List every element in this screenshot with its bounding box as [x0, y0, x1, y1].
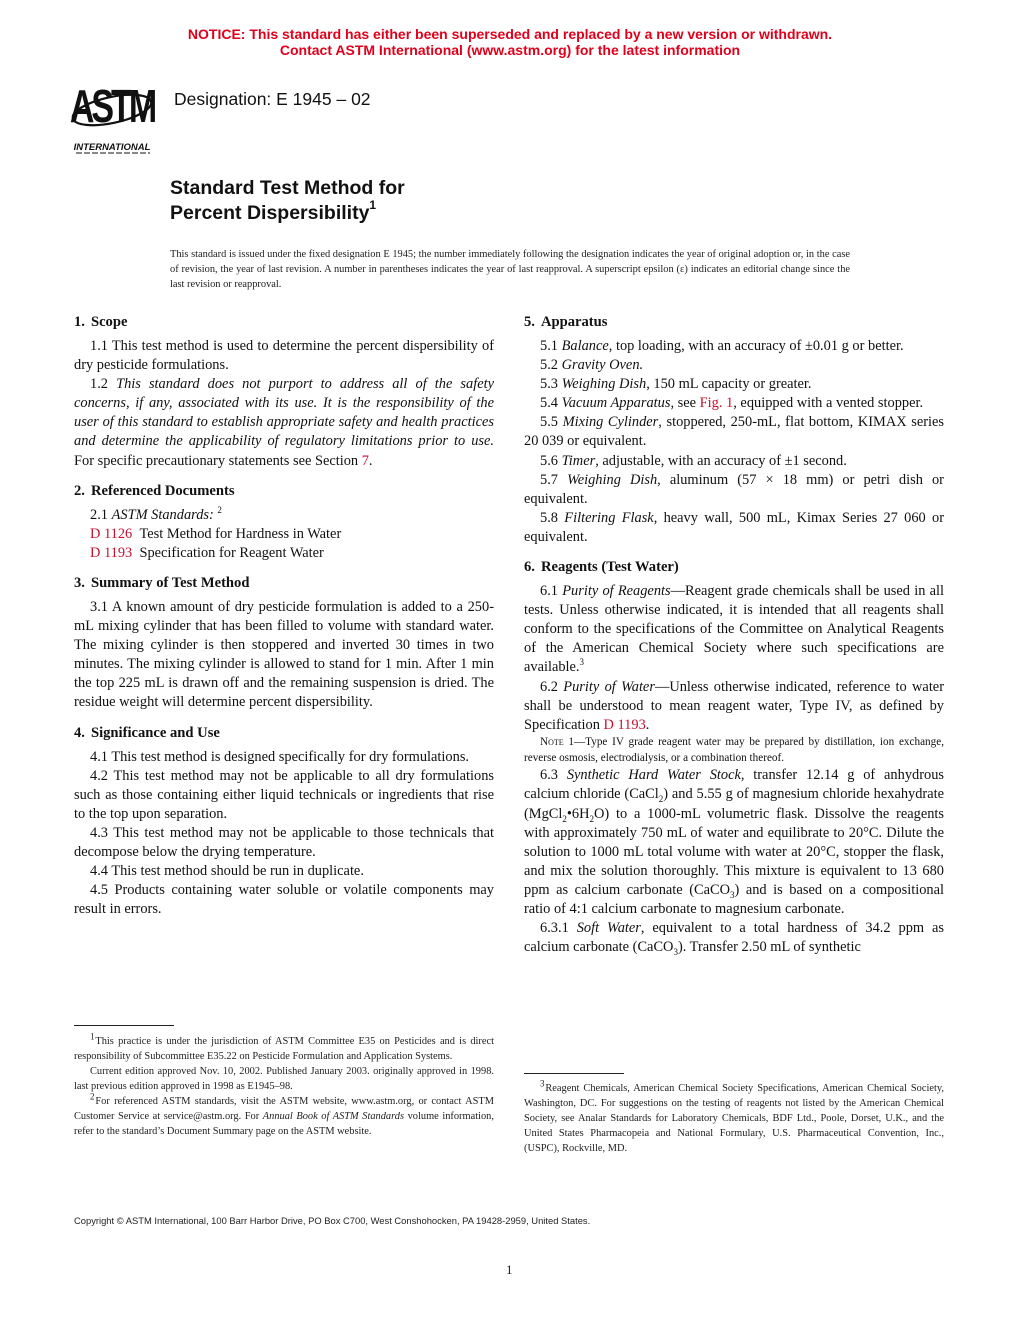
- footnote-ref[interactable]: 3: [579, 657, 585, 668]
- section-heading: 4. Significance and Use: [74, 724, 220, 741]
- paragraph-2-1: 2.1 ASTM Standards: $^2$: [90, 504, 222, 523]
- section-apparatus: [524, 313, 944, 547]
- section-significance: [74, 724, 494, 920]
- section-reagents: [524, 558, 944, 957]
- svg-text:INTERNATIONAL: INTERNATIONAL: [73, 142, 151, 153]
- apparatus-item: 5.3 Weighing Dish, 150 mL capacity or greater.: [540, 376, 812, 393]
- reference-link-d1193[interactable]: D 1193: [603, 716, 646, 733]
- section-summary: [74, 574, 494, 713]
- preamble: This standard is issued under the fixed designation E 1945; the number immediately following the designation indicates the year of original adoption or, in the case of revision, the year of last revision. A number in parentheses indicates the year of last reapproval. A superscript epsilon (ε) indicates an editorial change since the last revision or reapproval.: [170, 249, 850, 290]
- right-column: [524, 313, 944, 968]
- reference-item: D 1193 Specification for Reagent Water: [90, 544, 324, 561]
- astm-logo-icon: [66, 76, 162, 156]
- designation: Designation: E 1945 – 02: [174, 89, 371, 109]
- paragraph-4-1: 4.1 This test method is designed specifically for dry formulations.: [90, 748, 470, 765]
- reference-link-d1193[interactable]: D 1193: [90, 544, 133, 561]
- paragraph-4-4: 4.4 This test method should be run in duplicate.: [90, 863, 364, 880]
- title-line-1: Standard Test Method for: [170, 177, 405, 199]
- paragraph-4-3: 4.3 This test method may not be applicable to those technicals that decompose below the drying temperature.: [74, 824, 494, 860]
- apparatus-item: 5.4 Vacuum Apparatus, see Fig. 1, equipped with a vented stopper.: [540, 395, 924, 412]
- title-text: Percent Dispersibility: [170, 202, 370, 224]
- paragraph-4-2: 4.2 This test method may not be applicable to all dry formulations such as those containing either liquid technicals or ingredients that rise to the top upon separation.: [74, 767, 494, 822]
- withdrawal-notice: [0, 26, 1020, 58]
- paragraph-1-1: 1.1 This test method is used to determine the percent dispersibility of dry pesticide formulations.: [74, 338, 494, 374]
- footnote-divider: [74, 1025, 174, 1026]
- notice-line-1: NOTICE: This standard has either been superseded and replaced by a new version or withdrawn.: [187, 26, 833, 42]
- page-number: 1: [506, 1262, 513, 1277]
- paragraph-6-3: 6.3 Synthetic Hard Water Stock, transfer 12.14 g of anhydrous calcium chloride (CaCl$_2$) and 5.55 g of magnesium chloride hexahydrate $(MgCl_2•6H_2O)$ to a 1000-mL volumetric flask. Dissolve the reagents with approximately 750 mL of water and equilibrate to 20°C. Dilute the solution to 1000 mL total volume with water at 20°C, stopper the flask, and mix the solution thoroughly. This mixture is equivalent to 13 680 ppm as calcium carbonate (CaCO$_3$) and is based on a compositional ratio of 4:1 calcium carbonate to magnesium carbonate.: [524, 767, 944, 918]
- paragraph-3-1: 3.1 A known amount of dry pesticide formulation is added to a 250-mL mixing cylinder that has been filled to volume with standard water. The mixing cylinder is then stoppered and inverted 30 times in two minutes. The mixing cylinder is allowed to stand for 1 min. After 1 min the top 225 mL is drawn off and the remaining suspension is dried. The residue weight will determine percent dispersibility.: [74, 598, 494, 711]
- document-title: [170, 176, 405, 226]
- footnote-1: $^1$ This practice is under the jurisdiction of ASTM Committee E35 on Pesticides and is direct responsibility of Subcommittee E35.22 on Pesticide Formulation and Application Systems.: [74, 1031, 494, 1062]
- apparatus-item: 5.1 Balance, top loading, with an accuracy of ±0.01 g or better.: [540, 338, 904, 354]
- svg-text:ASTM: ASTM: [69, 79, 155, 133]
- footnote-divider: [524, 1073, 624, 1074]
- footnotes-left: [74, 1031, 494, 1139]
- footnote-2: $^2$ For referenced ASTM standards, visit the ASTM website, www.astm.org, or contact ASTM Customer Service at service@astm.org. For Annual Book of ASTM Standards volume information, refer to the standard’s Document Summary page on the ASTM website.: [74, 1091, 494, 1137]
- footnote-1-edition: Current edition approved Nov. 10, 2002. Published January 2003. originally approved in 1998. last previous edition approved in 1998 as E1945–98.: [74, 1066, 494, 1092]
- paragraph-6-1: 6.1 Purity of Reagents—Reagent grade chemicals shall be used in all tests. Unless otherwise indicated, it is intended that all reagents shall conform to the specifications of the Committee on Analytical Reagents of the American Chemical Society where such specifications are available.$^3$: [524, 583, 945, 676]
- apparatus-item: 5.6 Timer, adjustable, with an accuracy of ±1 second.: [540, 452, 847, 469]
- section-heading: 6. Reagents (Test Water): [524, 559, 679, 576]
- reference-link-d1126[interactable]: D 1126: [90, 525, 133, 542]
- section-referenced-documents: [74, 482, 494, 563]
- left-column: [74, 313, 494, 930]
- paragraph-6-3-1: 6.3.1 Soft Water, equivalent to a total hardness of 34.2 ppm as calcium carbonate (CaCO$_3$). Transfer 2.50 mL of synthetic: [524, 920, 944, 958]
- apparatus-item: 5.8 Filtering Flask, heavy wall, 500 mL, Kimax Series 27 060 or equivalent.: [524, 509, 945, 545]
- note-1: Note 1—Type IV grade reagent water may be prepared by distillation, ion exchange, reverse osmosis, electrodialysis, or a combination thereof.: [524, 735, 944, 764]
- section-heading: 1. Scope: [74, 314, 128, 330]
- notice-line-2: Contact ASTM International (www.astm.org) for the latest information: [279, 42, 741, 58]
- paragraph-6-2: 6.2 Purity of Water—Unless otherwise indicated, reference to water shall be understood to mean reagent water, Type IV, as defined by Specification D 1193.: [524, 678, 944, 733]
- section-heading: 2. Referenced Documents: [74, 482, 235, 499]
- copyright-notice: Copyright © ASTM International, 100 Barr Harbor Drive, PO Box C700, West Conshohocken, PA 19428-2959, United States.: [74, 1215, 591, 1226]
- apparatus-item: 5.7 Weighing Dish, aluminum (57 × 18 mm) or petri dish or equivalent.: [524, 471, 944, 507]
- apparatus-item: 5.5 Mixing Cylinder, stoppered, 250-mL, flat bottom, KIMAX series 20 039 or equivalent.: [524, 414, 944, 450]
- paragraph-4-5: 4.5 Products containing water soluble or volatile components may result in errors.: [74, 882, 494, 918]
- paragraph-1-2: 1.2 This standard does not purport to address all of the safety concerns, if any, associated with its use. It is the responsibility of the user of this standard to establish appropriate safety and health practices and determine the applicability of regulatory limitations prior to use. For specific precautionary statements see Section 7.: [74, 376, 494, 469]
- title-footnote-ref[interactable]: 1: [369, 197, 377, 212]
- section-7-link[interactable]: 7: [361, 452, 369, 469]
- reference-item: D 1126 Test Method for Hardness in Water: [90, 525, 342, 542]
- title-line-2: [170, 197, 405, 226]
- figure-1-link[interactable]: Fig. 1: [699, 395, 734, 412]
- section-heading: 5. Apparatus: [524, 314, 608, 330]
- section-heading: 3. Summary of Test Method: [74, 574, 250, 591]
- footnote-ref[interactable]: 2: [217, 504, 222, 515]
- apparatus-item: 5.2 Gravity Oven.: [540, 357, 644, 374]
- section-scope: [74, 313, 494, 471]
- footnote-3: $^3$ Reagent Chemicals, American Chemical Society Specifications, American Chemical Society, Washington, DC. For suggestions on the testing of reagents not listed by the American Chemical Society, see Analar Standards for Laboratory Chemicals, BDF Ltd., Poole, Dorset, U.K., and the United States Pharmacopeia and National Formulary, U.S. Pharmaceutical Convention, Inc., (USPC), Rockville, MD.: [524, 1078, 944, 1154]
- footnotes-right: [524, 1078, 944, 1156]
